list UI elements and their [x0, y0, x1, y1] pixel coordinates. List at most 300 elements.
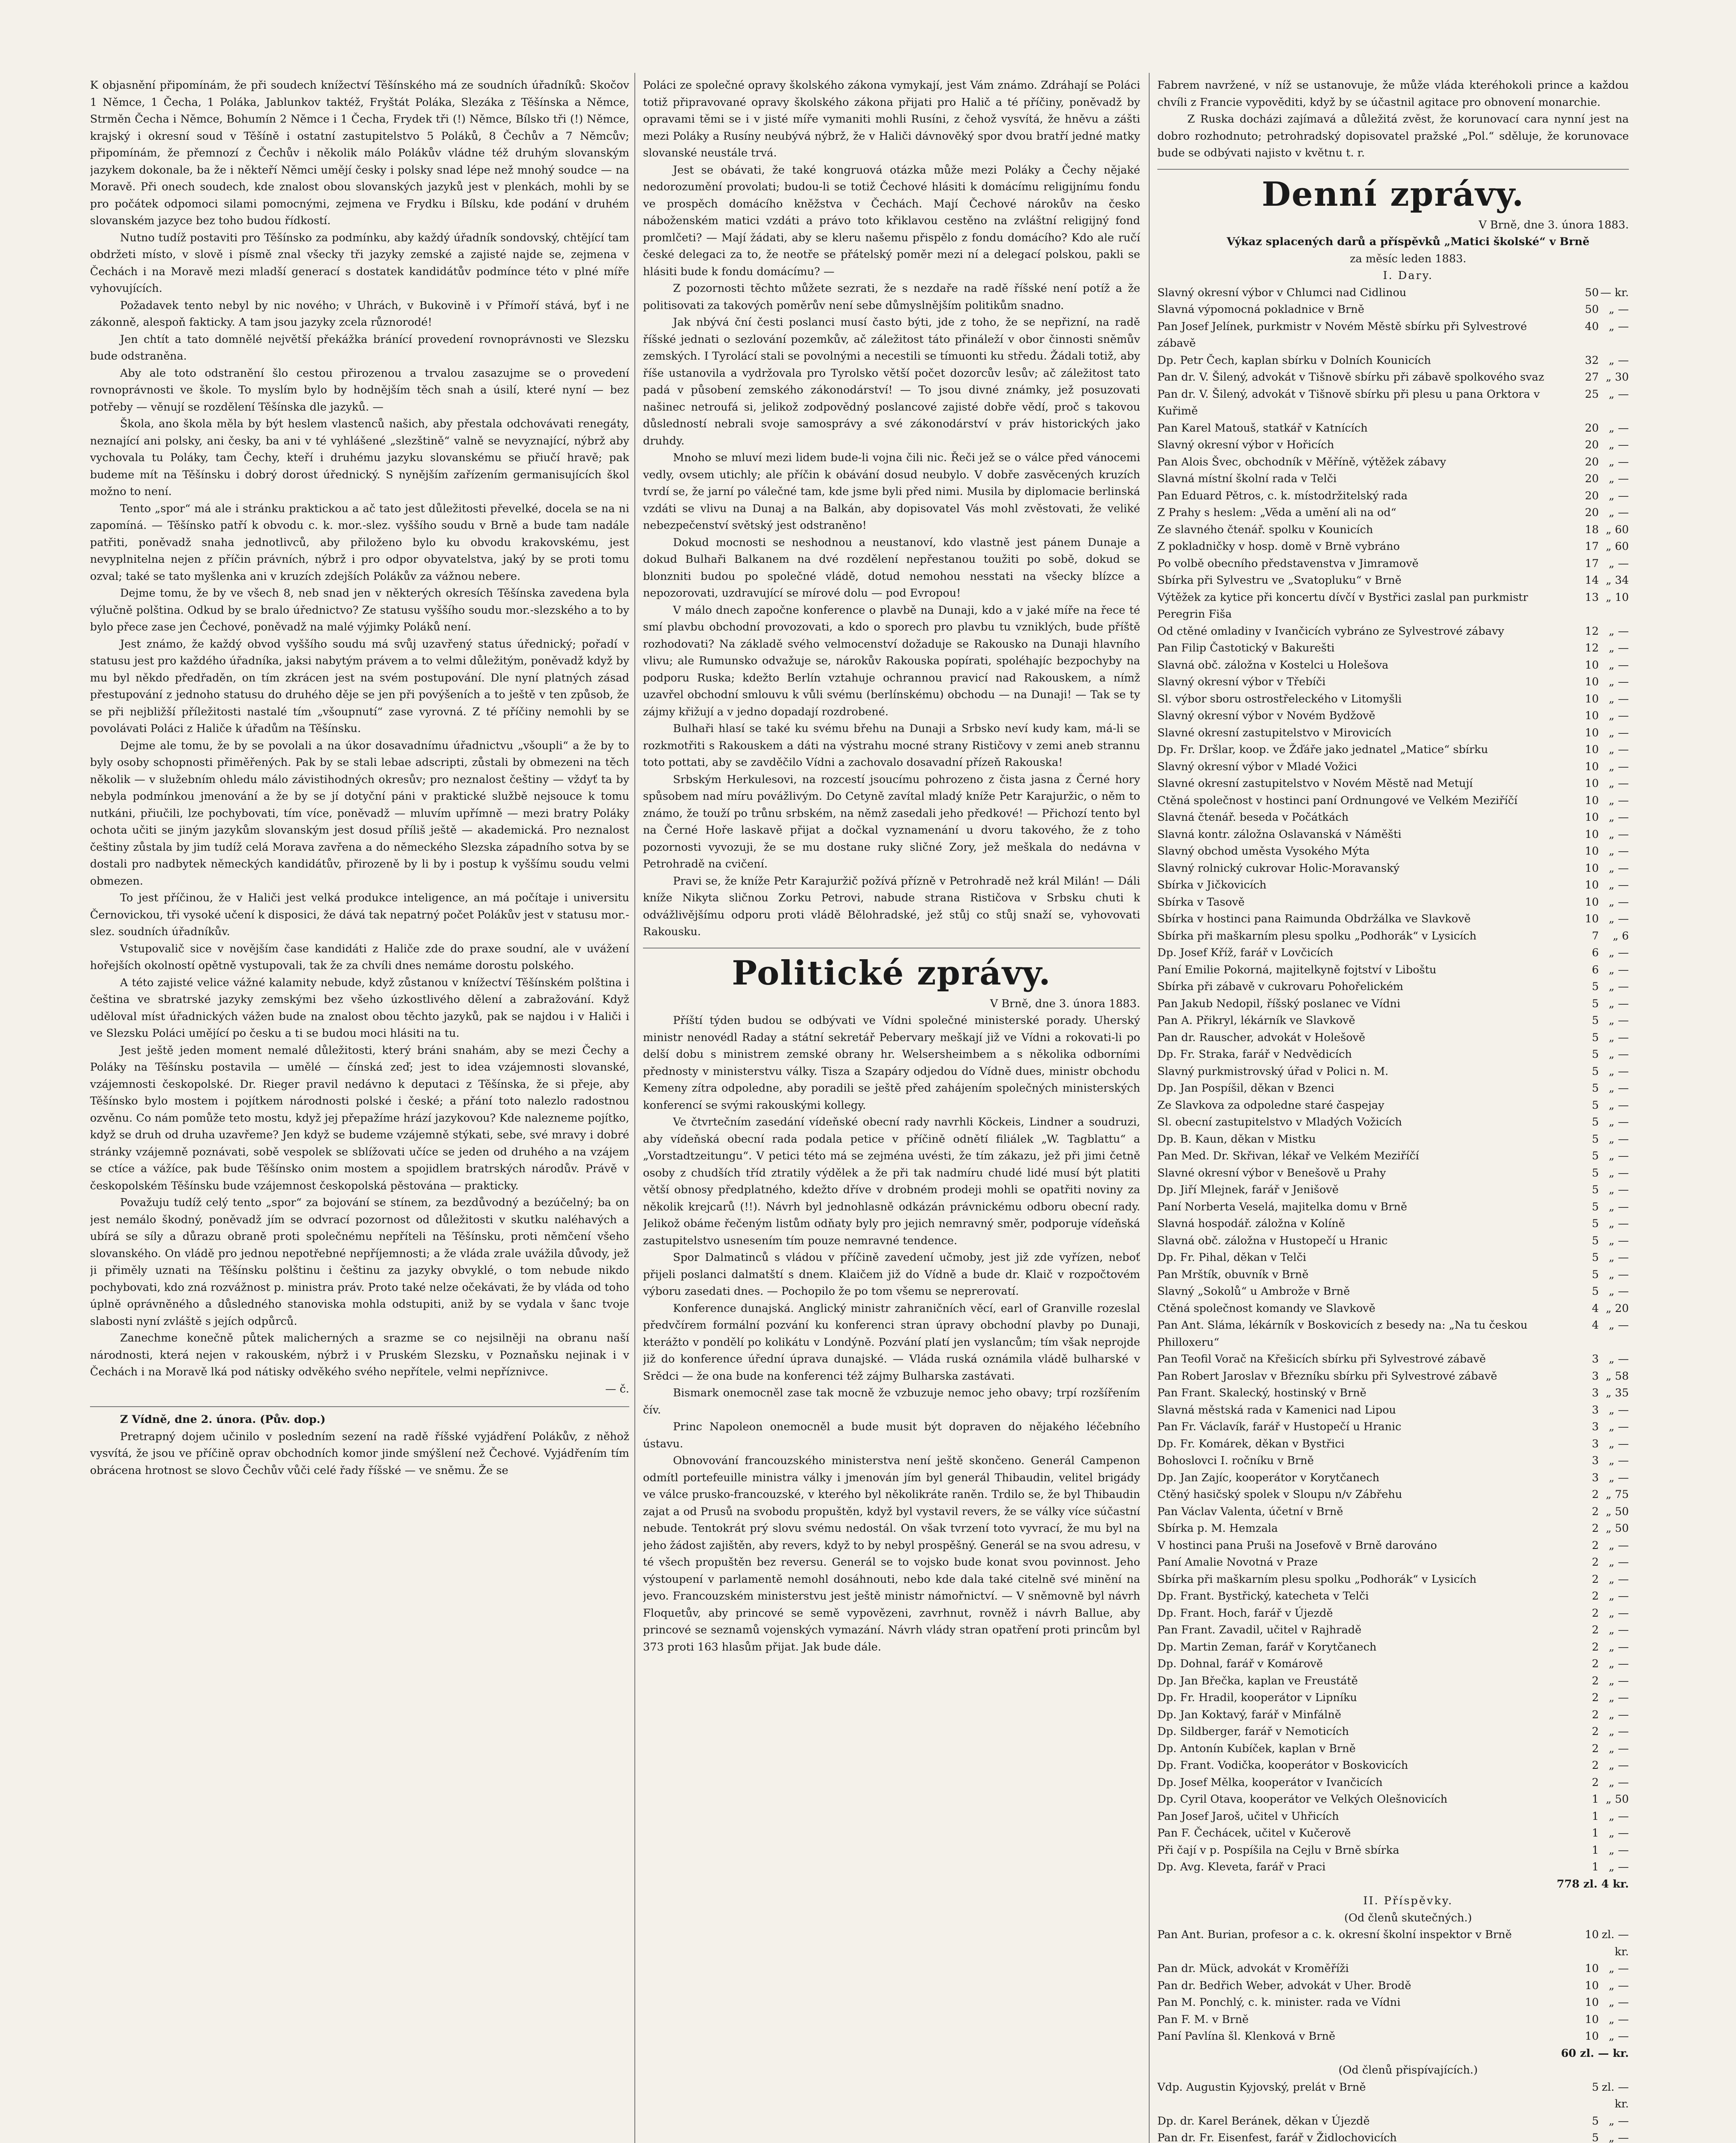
- donor-name: Pan dr. Rauscher, advokát v Holešově: [1157, 1031, 1366, 1044]
- donor-name: Sl. výbor sboru ostrostřeleckého v Litomyšli: [1157, 692, 1402, 705]
- amount-zl: 10: [1585, 760, 1599, 773]
- paragraph: Mnoho se mluví mezi lidem bude-li vojna čili nic. Řeči jež se o válce před vánocemi vedly, ovsem utichly; ale příčin k obávání dosud neubylo. V dobře zasvěcených kruzích tvrdí se, že jarní po válečné tam, kde jsme byli před nimi. Musila by diplomacie berlinská vzdáti se vlivu na Dunaj a na Balkán, aby dopisovatel Vás mohl zvěstovati, že veliké nebezpečenství světský jest odstraněno!: [643, 451, 1140, 532]
- donations-total: 778 zl. 4 kr.: [1556, 1877, 1629, 1891]
- donation-row: [1157, 1419, 1629, 1436]
- amount-zl: 6: [1592, 946, 1599, 959]
- paragraph: Obnovování francouzského ministerstva není ještě skončeno. Generál Campenon odmítl portefeuille ministra války i jmenován jím byl generál Thibaudin, velitel brigády ve válce prusko-francouzské, v kterého byl několikráte raněn. Trdilo se, že byl Thibaudin zajat a od Prusů na svobodu propuštěn, když byl vystavil revers, že se války více súčastní nebude. Tentokrát prý slovu svému nedostál. On však tvrzení toto vyvrací, že mu byl na jeho žádost zajištěn, aby revers, když to by nebyl prospěšný. Generál se na svou adresu, v té všech propuštěn bez reversu. Generál se to vojsko bude konat svou povinnost. Jeho výstoupení v parlamentě nemohl dosáhnouti, nebo kde dala také citelně své minění na jevo. Francouzském ministerstvu jest ještě ministr námořnictví. — V sněmovně byl návrh Floquetův, aby princové se semě vypovězeni, zavrhnut, rovněž i návrh Ballue, aby princové se seznamů vojenských vymazání. Návrh vlády stran opatření proti princům byl 373 proti 163 hlasům přijat. Jak bude dále.: [643, 1454, 1140, 1654]
- donation-row: [1157, 1165, 1629, 1182]
- amount-zl: 5: [1592, 1150, 1599, 1162]
- donation-row: [1157, 928, 1629, 945]
- donor-name: Paní Amalie Novotná v Praze: [1157, 1556, 1318, 1569]
- donation-row: [1157, 1249, 1629, 1267]
- amount-kr: „ —: [1609, 1132, 1629, 1146]
- amount-zl: 4: [1592, 1319, 1599, 1332]
- amount-kr: „ —: [1609, 1810, 1629, 1823]
- donor-name: Pan F. Čechácek, učitel v Kučerově: [1157, 1827, 1351, 1840]
- donor-name: Slavný okresní výbor v Novém Bydžově: [1157, 709, 1376, 722]
- donor-name: Pan Teofil Vorač na Křešicích sbírku při Sylvestrové zábavě: [1157, 1353, 1486, 1366]
- donation-row: [1157, 538, 1629, 555]
- amount-zl: 10: [1585, 1979, 1599, 1992]
- amount-zl: 2: [1592, 1573, 1599, 1586]
- amount-kr: „ —: [1609, 1099, 1629, 1112]
- donor-name: Sbírka v Tasově: [1157, 895, 1245, 909]
- amount-kr: „ —: [1609, 387, 1629, 401]
- donor-name: Slavný obchod uměsta Vysokého Mýta: [1157, 845, 1370, 858]
- donation-row: [1157, 2011, 1629, 2029]
- amount-zl: 17: [1585, 540, 1599, 553]
- paragraph: Pretrapný dojem učinilo v posledním sezení na radě říšské vyjádření Polákův, z něhož vysvítá, že jsou ve příčině oprav obchodních komor jinde smýšlení než Čechové. Vyjádřením tím obrácena hrotnost se slovo Čechův vůči celé řady říšské — ve sněmu. Že se: [90, 1430, 629, 1477]
- donor-name: Pan M. Ponchlý, c. k. minister. rada ve Vídni: [1157, 1996, 1401, 2009]
- amount-kr: „ —: [1609, 1962, 1629, 1975]
- amount-zl: 10: [1585, 1996, 1599, 2009]
- paragraph: Fabrem navržené, v níž se ustanovuje, že může vláda kteréhokoli prince a každou chvíli z Francie vypověditi, když by se účastnil agitace pro obnovení monarchie.: [1157, 79, 1629, 109]
- amount-kr: „ —: [1609, 1031, 1629, 1044]
- donor-name: Pan Josef Jaroš, učitel v Uhřicích: [1157, 1810, 1339, 1823]
- donation-row: [1157, 1571, 1629, 1588]
- donor-name: Pan Frant. Skalecký, hostinský v Brně: [1157, 1387, 1367, 1399]
- amount-kr: „ —: [1609, 320, 1629, 333]
- donation-row: [1157, 1182, 1629, 1199]
- donation-row: [1157, 1063, 1629, 1081]
- amount-kr: „ —: [1609, 1590, 1629, 1603]
- amount-zl: 7: [1592, 929, 1599, 942]
- donor-name: Dp. Jan Koktavý, farář v Minfálně: [1157, 1708, 1342, 1721]
- donation-row: [1157, 386, 1629, 420]
- amount-kr: „ 50: [1606, 1793, 1629, 1806]
- donation-row: [1157, 1402, 1629, 1419]
- donor-name: Slavný „Sokolů“ u Ambrože v Brně: [1157, 1285, 1350, 1298]
- donor-name: Dp. Avg. Kleveta, farář v Praci: [1157, 1861, 1326, 1873]
- donation-row: [1157, 1131, 1629, 1148]
- amount-zl: 20: [1585, 455, 1599, 468]
- amount-kr: „ —: [1609, 1573, 1629, 1586]
- paragraph: Jen chtít a tato domnělé největší překážka bránící provedení rovnoprávnosti ve Slezsku bude odstraněna.: [90, 333, 629, 363]
- amount-zl: 10: [1585, 777, 1599, 790]
- donation-row: [1157, 978, 1629, 996]
- donor-name: Slavné okresní zastupitelstvo v Novém Městě nad Metují: [1157, 777, 1473, 790]
- donor-name: Dp. Josef Kříž, farář v Lovčicích: [1157, 946, 1334, 959]
- amount-kr: „ —: [1609, 861, 1629, 875]
- amount-kr: „ —: [1609, 1082, 1629, 1095]
- amount-kr: „ 60: [1606, 523, 1629, 536]
- donor-name: Pan Josef Jelínek, purkmistr v Novém Městě sbírku při Sylvestrové zábavě: [1157, 320, 1527, 350]
- amount-zl: 2: [1592, 1674, 1599, 1687]
- amount-kr: „ —: [1609, 1979, 1629, 1992]
- amount-zl: 20: [1585, 438, 1599, 451]
- donor-name: Pan Frant. Zavadil, učitel v Rajhradě: [1157, 1624, 1362, 1636]
- donor-name: Ctěná společnost v hostinci paní Ordnungové ve Velkém Meziříčí: [1157, 794, 1518, 807]
- amount-zl: 5: [1592, 1251, 1599, 1264]
- donations-table: [1157, 285, 1629, 1876]
- amount-zl: 2: [1592, 1556, 1599, 1569]
- amount-kr: „ —: [1609, 1251, 1629, 1264]
- amount-zl: 5: [1592, 2114, 1599, 2128]
- donation-row: [1157, 1707, 1629, 1724]
- donation-row: [1157, 1978, 1629, 1995]
- paragraph: Z pozornosti těchto můžete sezrati, že s nezdaře na radě říšské není potíž a že politisovati za takových poměrův není sebe důmyslnějším politikům snadno.: [643, 282, 1140, 312]
- paragraph: Dokud mocnosti se neshodnou a neustanoví, kdo vlastně jest pánem Dunaje a dokud Bulhaři Balkanem na dvé rozdělení nepřestanou toužiti po sobě, dokud se blonzniti budou po společné vládě, dotud nemohou nesstati na všecky blízce a nepozorovati, uzdravující se mírové dolu — pod Evropou!: [643, 536, 1140, 600]
- amount-kr: „ —: [1609, 1420, 1629, 1433]
- amount-zl: 5: [1592, 1132, 1599, 1146]
- donor-name: Od ctěné omladiny v Ivančicích vybráno ze Sylvestrové zábavy: [1157, 624, 1505, 638]
- amount-zl: 14: [1585, 574, 1599, 587]
- donor-name: Pan Filip Častotický v Bakurešti: [1157, 642, 1335, 654]
- amount-zl: 10: [1585, 658, 1599, 672]
- donation-row: [1157, 1622, 1629, 1639]
- donor-name: Pan Fr. Václavík, farář v Hustopečí u Hranic: [1157, 1420, 1402, 1433]
- paragraph: Z Ruska docházi zajímavá a důležitá zvěst, že korunovací cara nynní jest na dobro rozhodnuto; petrohradský dopisovatel pražské „Pol.“ sděluje, že korunovace bude se odbývati najisto v květnu t. r.: [1157, 113, 1629, 159]
- donor-name: Pan dr. V. Šilený, advokát v Tišnově sbírku při plesu u pana Orktora v Kuřimě: [1157, 387, 1540, 417]
- paragraph: Spor Dalmatinců s vládou v příčině zavedení učmoby, jest již zde vyřízen, neboť přijeli poslanci dalmatští s dnem. Klaičem již do Vídně a bude dr. Klaič v rozpočtovém výboru zasedati dnes. — Pochopilo že po tom všemu se neprerovatí.: [643, 1251, 1140, 1298]
- amount-zl: 12: [1585, 624, 1599, 638]
- amount-zl: 10: [1585, 828, 1599, 841]
- amount-kr: „ —: [1609, 1471, 1629, 1484]
- donation-row: [1157, 1351, 1629, 1368]
- donation-row: [1157, 1994, 1629, 2011]
- amount-kr: „ —: [1609, 472, 1629, 485]
- donation-row: [1157, 1808, 1629, 1825]
- donor-name: Bohoslovci I. ročníku v Brně: [1157, 1454, 1314, 1467]
- amount-kr: „ —: [1609, 642, 1629, 654]
- amount-kr: „ —: [1609, 1150, 1629, 1162]
- paragraph: Škola, ano škola měla by být heslem vlastenců našich, aby přestala odchovávati renegáty, neznající ani polsky, ani česky, ba ani v té vyhlášené „slezštině“ valně se nevyznající, nýbrž aby vychovala tu Poláky, tam Čechy, kteří i druhému jazyku slovanskému se přiučí hravě; pak budeme mít na Těšínsku i dobrý dorost úřednický. S nynějším zařízením germanisujících škol možno to není.: [90, 417, 629, 498]
- paragraph: Požadavek tento nebyl by nic nového; v Uhrách, v Bukovině i v Přímoří stává, byť i ne zákonně, alespoň fakticky. A tam jsou jazyky zcela různorodé!: [90, 299, 629, 329]
- donation-row: [1157, 1588, 1629, 1605]
- amount-kr: „ —: [1609, 303, 1629, 316]
- amount-kr: „ —: [1609, 2131, 1629, 2143]
- amount-kr: „ —: [1609, 1657, 1629, 1670]
- amount-zl: 10: [1585, 1928, 1599, 1941]
- donation-row: [1157, 1673, 1629, 1690]
- contributions-table-2: [1157, 2079, 1629, 2143]
- donor-name: Pan Ant. Burian, profesor a c. k. okresní školní inspektor v Brně: [1157, 1928, 1512, 1941]
- amount-zl: 10: [1585, 743, 1599, 756]
- paragraph: V málo dnech započne konference o plavbě na Dunaji, kdo a v jaké míře na řece té smí plavbu obchodní provozovati, a kdo o sporech pro plavbu tu vzniklých, bude příště rozhodovati? Na základě svého velmocenství dožaduje se Rakousko na Dunaji hlavního vlivu; ale Rumunsko odvažuje se, nárokův Rakouska popírati, spoléhajíc bezpochyby na podporu Ruska; kdežto Berlín vztahuje ochrannou pravicí nad Rakouskem, a nímž uzavřel obchodní smlouvu k vůli svému (berlínskému) obchodu — na Dunaji! — Tak se ty zájmy křižují a v jedno dopadají rozdrobené.: [643, 603, 1140, 718]
- donation-row: [1157, 1656, 1629, 1673]
- donor-name: Vdp. Augustin Kyjovský, prelát v Brně: [1157, 2080, 1366, 2094]
- donation-row: [1157, 437, 1629, 454]
- amount-kr: „ —: [1609, 1166, 1629, 1180]
- amount-kr: — kr.: [1600, 286, 1629, 299]
- paragraph: Srbským Herkulesovi, na rozcestí jsoucímu pohrozeno z čista jasna z Černé hory spůsobem nad míru povážlivým. Do Cetyně zavítal mladý kníže Petr Karajuržic, o něm to známo, že touží po trůnu srbském, na němž zasedali jeho předkové! — Přichozí tento byl na Černé Hoře laskavě přijat a dočkal vyznamenání u dvoru takového, že z toho pozornosti vyvozuji, že se mu dostane ruky sličné Zory, jež meškala do nedávna v Petrohradě na cvičení.: [643, 773, 1140, 870]
- donation-row: [1157, 894, 1629, 911]
- donor-name: Sbírka při maškarním plesu spolku „Podhorák“ v Lysicích: [1157, 929, 1477, 942]
- donation-row: [1157, 301, 1629, 318]
- paragraph: Bismark onemocněl zase tak mocně že vzbuzuje nemoc jeho obavy; trpí rozšířením čív.: [643, 1387, 1140, 1417]
- amount-zl: 12: [1585, 642, 1599, 654]
- donation-row: [1157, 2113, 1629, 2130]
- donation-row: [1157, 1639, 1629, 1656]
- paragraph: Dejme tomu, že by ve všech 8, neb snad jen v některých okresích Těšínska zavedena byla výlučně polština. Odkud by se bralo úřednictvo? Ze statusu vyššího soudu mor.-slezského a to by bylo přece zase jen Čechové, poněvadž na malé výjimky Poláků není.: [90, 587, 629, 633]
- report-period: za měsíc leden 1883.: [1350, 252, 1466, 265]
- donation-row: [1157, 1774, 1629, 1792]
- amount-kr: „ —: [1609, 1048, 1629, 1061]
- section-dary: I. Dary.: [1383, 269, 1433, 282]
- donation-row: [1157, 1199, 1629, 1216]
- donor-name: Z pokladničky v hosp. domě v Brně vybráno: [1157, 540, 1400, 553]
- amount-zl: 10: [1585, 709, 1599, 722]
- donor-name: Sbírka p. M. Hemzala: [1157, 1522, 1278, 1535]
- amount-kr: „ 10: [1606, 591, 1629, 604]
- amount-zl: 5: [1592, 1234, 1599, 1247]
- donor-name: Paní Emilie Pokorná, majitelkyně fojtství v Liboštu: [1157, 963, 1437, 976]
- donation-row: [1157, 1554, 1629, 1571]
- donation-row: [1157, 996, 1629, 1013]
- amount-kr: „ —: [1609, 1268, 1629, 1281]
- donor-name: Slavná místní školní rada v Telči: [1157, 472, 1337, 485]
- amount-zl: 5: [1592, 1014, 1599, 1027]
- amount-zl: 4: [1592, 1302, 1599, 1315]
- donation-row: [1157, 1486, 1629, 1504]
- donor-name: Po volbě obecního představenstva v Jimramově: [1157, 557, 1419, 570]
- donor-name: Sbírka při zábavě v cukrovaru Pohořelickém: [1157, 980, 1403, 993]
- amount-kr: „ —: [1609, 1353, 1629, 1366]
- donation-row: [1157, 945, 1629, 962]
- donation-row: [1157, 741, 1629, 759]
- donor-name: Sbírka při Sylvestru ve „Svatopluku“ v Brně: [1157, 574, 1402, 587]
- donor-name: Sbírka v hostinci pana Raimunda Obdržálka ve Slavkově: [1157, 912, 1471, 925]
- paragraph: Považuju tudíž celý tento „spor“ za bojování se stínem, za bezdůvodný a bezúčelný; ba on jest nemálo škodný, poněvadž jím se odvrací pozornost od důležitosti v skutku naléhavých a ubírá se síly a důrazu obraně proti společnému nepříteli na Těšínsku, proti němčení všeho slovanského. On vládě pro jednou nepotřebné nepříjemnosti; a že vláda zrale uvážila důvody, jež ji přiměly uznati na Těšínsku polštinu i češtinu za jazyky obvyklé, o tom nebude nikdo pochybovati, kdo zná rozvážnost p. ministra práv. Proto také nelze očekávati, že by vláda od toho úplně oprávněného a důsledného stanoviska mohla odstupiti, aniž by se vydala v šanc tvoje slabosti nyní zvláště s jejích odpůrců.: [90, 1196, 629, 1328]
- donation-row: [1157, 1436, 1629, 1453]
- amount-zl: 5: [1592, 1099, 1599, 1112]
- donor-name: V hostinci pana Pruši na Josefově v Brně darováno: [1157, 1539, 1437, 1552]
- amount-kr: „ —: [1609, 1217, 1629, 1230]
- donation-row: [1157, 1080, 1629, 1097]
- donor-name: Pan dr. Bedřich Weber, advokát v Uher. Brodě: [1157, 1979, 1412, 1992]
- amount-kr: „ —: [1609, 1843, 1629, 1857]
- amount-zl: 10: [1585, 845, 1599, 858]
- dateline: V Brně, dne 3. února 1883.: [990, 997, 1140, 1010]
- donor-name: Dp. Frant. Bystřický, katecheta v Telči: [1157, 1590, 1369, 1603]
- donor-name: Pan Robert Jaroslav v Březníku sbírku při Sylvestrové zábavě: [1157, 1369, 1497, 1383]
- paragraph: A této zajisté velice vážné kalamity nebude, když zůstanou v knížectví Těšínském polština i čeština ve sbratrské jazyky zemskými bez všeho úzkostlivého dělení a zabražování. Když uděloval míst úřadnických vážen bude na znalost obou těchto jazyků, pak se najdou i v Haliči i ve Slezsku Poláci umějící po česku a ti se budou moci hlásiti na tu.: [90, 976, 629, 1040]
- amount-kr: „ —: [1609, 1285, 1629, 1298]
- amount-kr: „ 50: [1606, 1505, 1629, 1518]
- amount-kr: „ 50: [1606, 1522, 1629, 1535]
- paragraph: Dejme ale tomu, že by se povolali a na úkor dosavadnímu úřadnictvu „všoupli“ a že by to byly osoby schopnosti přiměřených. Pak by se stali lebae adscripti, zůstali by obmezeni na těch několik — v služebním ohledu málo závistihodných okresův; pro neznalost češtiny — vždyť ta by nebyla podmínkou jmenování a že by se jí dotyční páni v praktické službě nejsouce k tomu nutkáni, přiučili, lze pochybovati, tím více, poněvadž — mluvím upřímně — mezi bratry Poláky ochota učiti se jiným jazykům slovanským jest dosud příliš ještě — akademická. Pro neznalost češtiny zůstala by jim tudíž celá Morava zavřena a do německého Slezska západního sotva by se dostali pro nadbytek německých kandidátův, přirozeně by li by i postup k vyššímu soudu velmi obmezen.: [90, 739, 629, 888]
- donation-row: [1157, 285, 1629, 302]
- paragraph: Konference dunajská. Anglický ministr zahraničních věcí, earl of Granville rozeslal předvčírem formální pozvání ku konferenci stran úpravy obchodní plavby po Dunaji, kterážto v pondělí po kolikátu v Londýně. Pozvání platí jen vyslancům; tím však neprojde již do konference úřední úprava dunajské. — Vláda ruská oznámila vládě bulharské v Srědci — že ona bude na konferenci též zájmy Bulharska zastávati.: [643, 1302, 1140, 1383]
- donor-name: Ctěný hasičský spolek v Sloupu n/v Zábřehu: [1157, 1488, 1403, 1501]
- donation-row: [1157, 1148, 1629, 1165]
- amount-zl: 5: [1592, 1065, 1599, 1078]
- donor-name: Slavný okresní výbor v Mladé Vožici: [1157, 760, 1357, 773]
- amount-kr: „ —: [1609, 845, 1629, 858]
- amount-zl: 32: [1585, 354, 1599, 367]
- section-divider: [90, 1400, 629, 1407]
- amount-zl: 20: [1585, 472, 1599, 485]
- amount-kr: „ —: [1609, 1708, 1629, 1721]
- amount-kr: „ 34: [1606, 574, 1629, 587]
- donation-row: [1157, 1267, 1629, 1284]
- amount-kr: „ —: [1609, 1674, 1629, 1687]
- amount-zl: 50: [1585, 286, 1599, 299]
- donation-row: [1157, 454, 1629, 471]
- donation-row: [1157, 1859, 1629, 1876]
- donation-row: [1157, 1470, 1629, 1487]
- amount-kr: „ —: [1609, 455, 1629, 468]
- section-title-denni: Denní zprávy.: [1261, 174, 1525, 214]
- amount-zl: 10: [1585, 861, 1599, 875]
- paragraph: Jest známo, že každý obvod vyššího soudu má svůj uzavřený status úřednický; pořadí v statusu jest pro každého úřadníka, jaksi nabytým právem a to velmi důležitým, poněvadž když by mu byl někdo předřaděn, on tím zkrácen jest na svém postupování. Dle nyní platných zásad přestupování z jednoho statusu do druhého děje se jen při povýšeních a to ještě v ten způsob, že se při nejbližší příležitosti nastalé tím „všoupnutí“ zase vyrovná. Z té příčiny nemohli by se povolávati Poláci z Haliče k úřadům na Těšínsku.: [90, 637, 629, 735]
- paragraph: Pravi se, že kníže Petr Karajuržič požívá přízně v Petrohradě než král Milán! — Dáli kníže Nikyta sličnou Zorku Petrovi, nabude strana Rističova v Srbsku chuti k odvážlivějšímu odporu proti vládě Bělohradské, jež stůj co stůj snaží se, vyhovovati Rakousku.: [643, 874, 1140, 938]
- amount-kr: „ —: [1609, 980, 1629, 993]
- donor-name: Slavné okresní zastupitelstvo v Mirovicích: [1157, 726, 1392, 739]
- amount-kr: „ —: [1609, 1234, 1629, 1247]
- donation-row: [1157, 1842, 1629, 1859]
- paragraph: Bulhaři hlasí se také ku svému břehu na Dunaji a Srbsko neví kudy kam, má-li se rozkmotřiti s Rakouskem a dáti na výstrahu mocné strany Rističovy v zemi aneb strannu toto pottati, aby se zavděčilo Vídni a zachovalo dosavadní přízeň Rakouska!: [643, 722, 1140, 769]
- amount-zl: 20: [1585, 421, 1599, 435]
- correspondence-heading: Z Vídně, dne 2. února. (Pův. dop.): [120, 1413, 326, 1426]
- amount-zl: 10: [1585, 879, 1599, 891]
- amount-zl: 2: [1592, 1488, 1599, 1501]
- donor-name: Pan Karel Matouš, statkář v Katnících: [1157, 421, 1368, 435]
- amount-kr: „ 60: [1606, 540, 1629, 553]
- amount-kr: „ —: [1609, 828, 1629, 841]
- amount-kr: „ —: [1609, 895, 1629, 909]
- donor-name: Pan Ant. Sláma, lékárník v Boskovicích z besedy na: „Na tu českou Philloxeru“: [1157, 1319, 1528, 1349]
- donor-name: Dp. Jan Zajíc, kooperátor v Korytčanech: [1157, 1471, 1380, 1484]
- paragraph: Poláci ze společné opravy školského zákona vymykají, jest Vám známo. Zdráhají se Poláci totiž připravované opravy školského zákona přijati pro Halič a té příčiny, poněvadž by opravami těmi se i v jisté míře vymaniti mohli Rusíni, z čehož vysvítá, že hněvu a zášti mezi Poláky a Rusíny neubývá nýbrž, že v Haliči dávnověký spor dvou bratří jedné matky slovanské neustále trvá.: [643, 79, 1140, 159]
- amount-zl: 10: [1585, 794, 1599, 807]
- amount-zl: 10: [1585, 1962, 1599, 1975]
- amount-zl: 1: [1592, 1843, 1599, 1857]
- amount-kr: „ —: [1609, 1116, 1629, 1129]
- amount-zl: 5: [1592, 2131, 1599, 2143]
- donation-row: [1157, 1283, 1629, 1300]
- donation-row: [1157, 962, 1629, 979]
- amount-kr: „ —: [1609, 658, 1629, 672]
- amount-kr: „ —: [1609, 354, 1629, 367]
- amount-kr: zl. — kr.: [1601, 2080, 1629, 2110]
- donor-name: Slavný okresní výbor v Hořicích: [1157, 438, 1334, 451]
- amount-kr: „ —: [1609, 1183, 1629, 1196]
- donor-name: Dp. Fr. Pihal, děkan v Telči: [1157, 1251, 1307, 1264]
- donation-row: [1157, 352, 1629, 369]
- donor-name: Dp. Jan Pospíšil, děkan v Bzenci: [1157, 1082, 1334, 1095]
- amount-kr: „ 30: [1606, 371, 1629, 384]
- amount-zl: 10: [1585, 811, 1599, 824]
- amount-zl: 2: [1592, 1505, 1599, 1518]
- donation-row: [1157, 759, 1629, 776]
- amount-zl: 3: [1592, 1471, 1599, 1484]
- amount-kr: „ —: [1609, 709, 1629, 722]
- amount-zl: 5: [1592, 1048, 1599, 1061]
- amount-zl: 5: [1592, 1285, 1599, 1298]
- amount-kr: „ —: [1609, 1640, 1629, 1654]
- donor-name: Slavná městská rada v Kamenici nad Lipou: [1157, 1403, 1396, 1417]
- amount-kr: „ —: [1609, 726, 1629, 739]
- amount-zl: 2: [1592, 1708, 1599, 1721]
- paragraph: Jest se obávati, že také kongruová otázka může mezi Poláky a Čechy nějaké nedorozumění provolati; budou-li se totiž Čechové hlásiti k domácímu religijnímu fondu ve prospěch domácího kněžstva v Čechách. Mají Čechové nárokův na česko náboženském matici vzdáti a právo toto křiklavou cestěno na zvláštní religijný fond promlčeti? — Mají žádati, aby se kleru našemu přispělo z fondu domácího? Kdo ale ručí české delegaci za to, že neotře se přátelský poměr mezi ní a delegací polskou, pakli se hlásiti bude k fondu domácímu? —: [643, 163, 1140, 278]
- donor-name: Paní Norberta Veselá, majitelka domu v Brně: [1157, 1200, 1407, 1213]
- article-column-middle: [643, 77, 1140, 2143]
- amount-zl: 40: [1585, 320, 1599, 333]
- paragraph: K objasnění připomínám, že při soudech knížectví Těšínského má ze soudních úřadníků: Skočov 1 Němce, 1 Čecha, 1 Poláka, Jablunkov taktéž, Fryštát Poláka, Slezáka z Těšínska a Němce, Strměn Čecha i Němce, Bohumín 2 Němce i 1 Čecha, Frydek tři (!) Němce, Bílsko tři (!) Němce, krajský i okresní soud v Těšíně i ostatní zastupitelstvo 5 Poláků, 8 Čechův a 7 Němcův; připomínám, že přemnozí z Čechův i několik málo Polákův vládne též druhým slovanským jazykem dokonale, ba že i někteří Němci umějí česky i polsky snad lépe než mnohý soudce — na Moravě. Při onech soudech, kde znalost obou slovanských jazyků jest v plenkách, mohli by se pro počátek odpomoci silami pomocnými, zejmena ve Frydku i Bílsku, kde podání v druhém slovanském jazyce bez toho budou řídkostí.: [90, 79, 629, 227]
- amount-zl: 20: [1585, 506, 1599, 519]
- donation-row: [1157, 1012, 1629, 1029]
- donation-row: [1157, 1791, 1629, 1808]
- donor-name: Výtěžek za kytice při koncertu dívčí v Bystřici zaslal pan purkmistr Peregrin Fiša: [1157, 591, 1528, 621]
- contributions-total: 60 zl. — kr.: [1561, 2047, 1629, 2060]
- paragraph: Zanechme konečně půtek malicherných a srazme se co nejsilněji na obranu naší národnosti, která nejen v rakouském, nýbrž i v Pruském Slezsku, v Poznaňsku nejinak i v Čechách i na Moravě lká pod nátisky odvěkého svého nepřítele, velmi nepříznivce.: [90, 1332, 629, 1378]
- donation-row: [1157, 674, 1629, 691]
- donor-name: Paní Pavlína šl. Klenková v Brně: [1157, 2030, 1336, 2043]
- amount-zl: 10: [1585, 895, 1599, 909]
- amount-zl: 5: [1592, 1183, 1599, 1196]
- amount-kr: „ —: [1609, 1556, 1629, 1569]
- amount-kr: „ —: [1609, 794, 1629, 807]
- amount-kr: „ —: [1609, 1742, 1629, 1755]
- donor-name: Dp. B. Kaun, děkan v Mistku: [1157, 1132, 1316, 1146]
- donation-row: [1157, 1029, 1629, 1047]
- paragraph: Příští týden budou se odbývati ve Vídni společné ministerské porady. Uherský ministr nenovédl Raday a státní sekretář Pebervary meškají již ve Vídni a rokovati-li po delší dobu s ministrem zemské obrany hr. Welsersheimbem a s několika odborními přednosty v ministerstvu války. Tisza a Szapáry odjedou do Vídně dues, ministr obchodu Kemeny zítra odpoledne, aby poradili se ještě před zahájením společných ministerských konferencí se svými rakouskými kollegy.: [643, 1014, 1140, 1112]
- donation-row: [1157, 1368, 1629, 1385]
- amount-zl: 3: [1592, 1403, 1599, 1417]
- amount-kr: „ —: [1609, 777, 1629, 790]
- amount-zl: 2: [1592, 1624, 1599, 1636]
- amount-kr: „ 6: [1613, 929, 1629, 942]
- donor-name: Dp. Fr. Komárek, děkan v Bystřici: [1157, 1437, 1345, 1450]
- donation-row: [1157, 1317, 1629, 1351]
- amount-zl: 17: [1585, 557, 1599, 570]
- donation-row: [1157, 1723, 1629, 1741]
- donation-row: [1157, 860, 1629, 877]
- donor-name: Ctěná společnost komandy ve Slavkově: [1157, 1302, 1376, 1315]
- donor-name: Slavná výpomocná pokladnice v Brně: [1157, 303, 1364, 316]
- donation-row: [1157, 1537, 1629, 1555]
- donor-name: Dp. Antonín Kubíček, kaplan v Brně: [1157, 1742, 1356, 1755]
- donor-name: Slavný okresní výbor v Třebíči: [1157, 675, 1326, 688]
- donor-name: Pan Eduard Pětros, c. k. místodržitelský rada: [1157, 489, 1408, 502]
- amount-kr: „ —: [1609, 879, 1629, 891]
- donor-name: Dp. Fr. Straka, farář v Nedvědicích: [1157, 1048, 1352, 1061]
- donor-name: Dp. Martin Zeman, farář v Korytčanech: [1157, 1640, 1377, 1654]
- amount-zl: 2: [1592, 1759, 1599, 1772]
- donation-row: [1157, 1216, 1629, 1233]
- amount-kr: „ —: [1609, 1319, 1629, 1332]
- donor-name: Pan A. Přikryl, lékárník ve Slavkově: [1157, 1014, 1355, 1027]
- contributions-table: [1157, 1927, 1629, 2045]
- amount-kr: „ —: [1609, 946, 1629, 959]
- amount-kr: „ —: [1609, 2114, 1629, 2128]
- donor-name: Dp. Fr. Dršlar, koop. ve Žďáře jako jednatel „Matice“ sbírku: [1157, 743, 1488, 756]
- amount-zl: 10: [1585, 675, 1599, 688]
- amount-zl: 2: [1592, 1776, 1599, 1789]
- amount-zl: 2: [1592, 1657, 1599, 1670]
- donor-name: Sl. obecní zastupitelstvo v Mladých Vožicích: [1157, 1116, 1402, 1129]
- amount-zl: 10: [1585, 726, 1599, 739]
- donor-name: Dp. Dohnal, farář v Komárově: [1157, 1657, 1323, 1670]
- donor-name: Slavná kontr. záložna Oslavanská v Náměšti: [1157, 828, 1402, 841]
- donor-name: Při čají v p. Pospíšila na Cejlu v Brně sbírka: [1157, 1843, 1400, 1857]
- donation-row: [1157, 2028, 1629, 2045]
- amount-zl: 3: [1592, 1369, 1599, 1383]
- donation-row: [1157, 369, 1629, 386]
- amount-kr: „ —: [1609, 743, 1629, 756]
- paragraph: Princ Napoleon onemocněl a bude musit být dopraven do nějakého léčebního ústavu.: [643, 1420, 1140, 1450]
- report-heading: Výkaz splacených darů a příspěvků „Matici školské“ v Brně: [1226, 235, 1590, 248]
- amount-kr: „ —: [1609, 1014, 1629, 1027]
- amount-kr: „ —: [1609, 1691, 1629, 1704]
- donor-name: Pan Med. Dr. Skřivan, lékař ve Velkém Meziříčí: [1157, 1150, 1419, 1162]
- amount-kr: „ —: [1609, 1539, 1629, 1552]
- donor-name: Ze slavného čtenář. spolku v Kounicích: [1157, 523, 1373, 536]
- donation-row: [1157, 1757, 1629, 1774]
- donor-name: Pan dr. Fr. Eisenfest, farář v Židlochovicích: [1157, 2131, 1397, 2143]
- donor-name: Pan Mrštík, obuvník v Brně: [1157, 1268, 1309, 1281]
- paragraph: Aby ale toto odstranění šlo cestou přirozenou a trvalou zasazujme se o provedení rovnoprávnosti ve škole. To myslím bylo by hodnějším těch snah a úsilí, které nyní — bez potřeby — věnují se rozdělení Těšínska dle jazyků. —: [90, 366, 629, 414]
